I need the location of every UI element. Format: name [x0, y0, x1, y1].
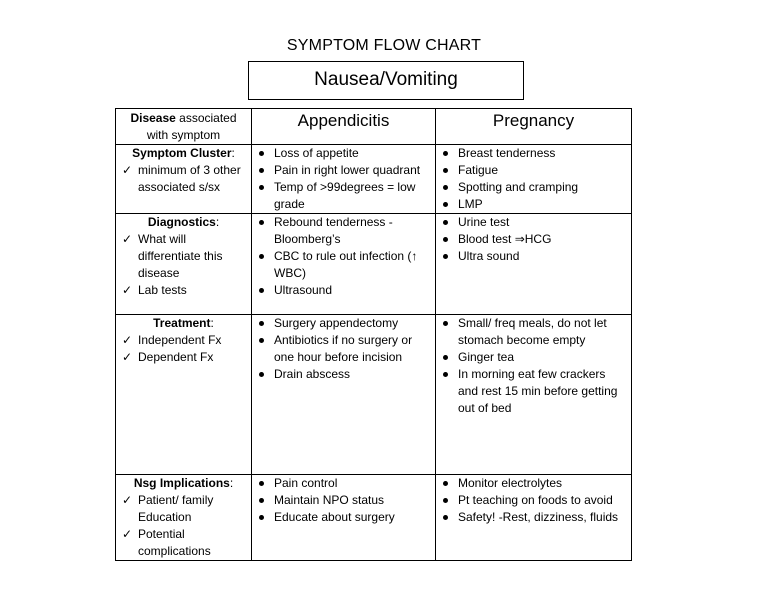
row-label-cell — [116, 315, 252, 475]
row-label-colon: : — [229, 476, 234, 490]
list-item: Breast tenderness — [440, 145, 627, 162]
row-label-cell — [116, 145, 252, 214]
appendicitis-cell — [252, 315, 436, 475]
pregnancy-cell — [436, 315, 632, 475]
row-label-text: Symptom Cluster — [132, 146, 232, 160]
table-header-row — [116, 109, 632, 145]
header-disease-line2: with symptom — [146, 128, 221, 142]
row-label-colon: : — [210, 316, 214, 330]
check-list — [120, 231, 247, 299]
appendicitis-cell — [252, 475, 436, 561]
bullet-list — [256, 475, 431, 526]
list-item: Safety! -Rest, dizziness, fluids — [440, 509, 627, 526]
table-row — [116, 315, 632, 475]
bullet-list — [440, 145, 627, 213]
list-item: Educate about surgery — [256, 509, 431, 526]
list-item: Drain abscess — [256, 366, 431, 383]
list-item: Pain control — [256, 475, 431, 492]
row-label — [120, 214, 247, 231]
symptom-box: Nausea/Vomiting — [248, 61, 524, 100]
header-disease-cell — [116, 109, 252, 145]
list-item: In morning eat few crackers and rest 15 min before getting out of bed — [440, 366, 627, 417]
list-item: LMP — [440, 196, 627, 213]
bullet-list — [440, 475, 627, 526]
check-item: ✓ What will differentiate this disease — [120, 231, 247, 282]
bullet-list — [440, 214, 627, 265]
pregnancy-cell — [436, 475, 632, 561]
bullet-list — [256, 145, 431, 213]
check-item: ✓ Independent Fx — [120, 332, 247, 349]
row-label-text: Treatment — [153, 316, 211, 330]
table-row — [116, 145, 632, 214]
list-item: Maintain NPO status — [256, 492, 431, 509]
list-item: Rebound tenderness -Bloomberg’s — [256, 214, 431, 248]
pregnancy-cell — [436, 214, 632, 315]
check-item: ✓ Dependent Fx — [120, 349, 247, 366]
page-title: SYMPTOM FLOW CHART — [286, 37, 482, 54]
bullet-list — [256, 214, 431, 299]
list-item: Spotting and cramping — [440, 179, 627, 196]
row-label — [120, 475, 247, 492]
list-item: Temp of >99degrees = low grade — [256, 179, 431, 213]
symptom-table — [115, 108, 632, 561]
header-appendicitis: Appendicitis — [252, 109, 436, 145]
check-item: ✓ minimum of 3 other associated s/sx — [120, 162, 247, 196]
pregnancy-cell — [436, 145, 632, 214]
list-item: Ultrasound — [256, 282, 431, 299]
row-label — [120, 145, 247, 162]
table-body — [116, 145, 632, 561]
list-item: Urine test — [440, 214, 627, 231]
list-item: Antibiotics if no surgery or one hour before incision — [256, 332, 431, 366]
row-label-text: Nsg Implications — [133, 476, 230, 490]
list-item: Ultra sound — [440, 248, 627, 265]
bullet-list — [256, 315, 431, 383]
check-item: ✓ Lab tests — [120, 282, 247, 299]
bullet-list — [440, 315, 627, 417]
check-list — [120, 162, 247, 196]
list-item: Loss of appetite — [256, 145, 431, 162]
list-item: Pain in right lower quadrant — [256, 162, 431, 179]
row-label-colon: : — [215, 215, 220, 229]
list-item: Small/ freq meals, do not let stomach become empty — [440, 315, 627, 349]
header-disease-bold: Disease — [130, 111, 176, 125]
table-row — [116, 475, 632, 561]
header-disease-rest: associated — [175, 111, 237, 125]
check-item: ✓ Patient/ family Education — [120, 492, 247, 526]
row-label-cell — [116, 214, 252, 315]
row-label — [120, 315, 247, 332]
check-item: ✓ Potential complications — [120, 526, 247, 560]
list-item: Pt teaching on foods to avoid — [440, 492, 627, 509]
check-list — [120, 492, 247, 560]
list-item: Monitor electrolytes — [440, 475, 627, 492]
table-row — [116, 214, 632, 315]
list-item: Blood test ⇒HCG — [440, 231, 627, 248]
row-label-cell — [116, 475, 252, 561]
list-item: CBC to rule out infection (↑ WBC) — [256, 248, 431, 282]
appendicitis-cell — [252, 214, 436, 315]
row-label-colon: : — [231, 146, 235, 160]
list-item: Fatigue — [440, 162, 627, 179]
appendicitis-cell — [252, 145, 436, 214]
header-pregnancy: Pregnancy — [436, 109, 632, 145]
list-item: Ginger tea — [440, 349, 627, 366]
check-list — [120, 332, 247, 366]
row-label-text: Diagnostics — [147, 215, 216, 229]
list-item: Surgery appendectomy — [256, 315, 431, 332]
